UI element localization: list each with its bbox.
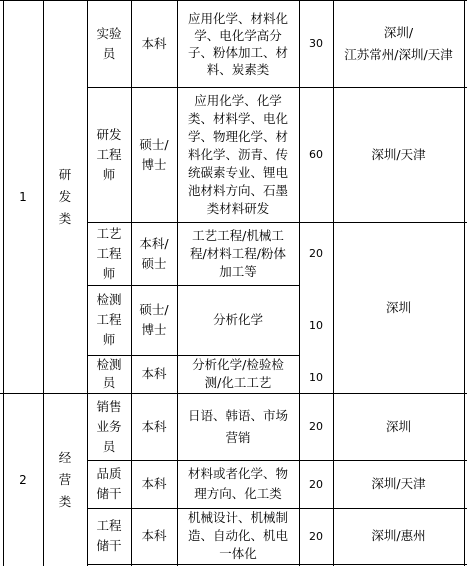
education-label: 硕士/ 博士 [139, 302, 169, 337]
count-label: 20 [309, 477, 323, 491]
major-label: 机械设计、机械制 造、自动化、机电 一体化 [187, 510, 288, 561]
position-cell [87, 222, 131, 285]
count-label: 10 [309, 318, 323, 332]
location-cell [333, 460, 464, 508]
location-label: 深圳/惠州 [371, 528, 426, 543]
major-label: 应用化学、材料化 学、电化学高分 子、粉体加工、材 料、炭素类 [187, 10, 288, 77]
location-label: 深圳/ 江苏常州/深圳/天津 [344, 24, 453, 62]
major-cell [177, 285, 299, 355]
position-cell [87, 355, 131, 393]
count-label: 20 [309, 420, 323, 433]
category-cell [43, 393, 87, 566]
location-label: 深圳 [385, 418, 411, 434]
row-divider [87, 564, 467, 565]
position-label: 销售 业务 员 [96, 398, 122, 454]
major-cell [177, 87, 299, 222]
count-cell [299, 393, 333, 460]
location-cell-merged [333, 222, 464, 393]
count-cell [299, 87, 333, 222]
position-label: 研发 工程 师 [96, 126, 122, 182]
education-label: 本科/ 硕士 [139, 235, 169, 271]
education-cell [131, 87, 177, 222]
position-label: 检测 员 [96, 357, 122, 390]
major-cell [177, 0, 299, 87]
education-label: 本科 [141, 418, 167, 434]
group-number-cell [3, 0, 43, 393]
education-cell [131, 222, 177, 285]
location-cell [333, 508, 464, 564]
location-label: 深圳 [385, 299, 411, 315]
count-cell [299, 355, 333, 393]
location-label: 深圳/天津 [371, 146, 426, 162]
position-label: 品质 储干 [96, 466, 122, 501]
count-cell [299, 0, 333, 87]
location-cell [333, 0, 464, 87]
position-label: 工艺 工程 师 [96, 225, 122, 281]
major-label: 应用化学、化学 类、材料学、电化 学、物理化学、材 料化学、沥青、传 统碳素专业、锂电 池材料方向、石墨 类材料研发 [187, 92, 288, 216]
education-label: 硕士/ 博士 [139, 136, 169, 172]
position-label: 工程 储干 [96, 518, 122, 553]
education-label: 本科 [141, 366, 167, 381]
position-label: 实验 员 [96, 25, 122, 61]
count-label: 20 [309, 529, 323, 543]
count-cell [299, 460, 333, 508]
position-cell [87, 393, 131, 460]
education-cell [131, 508, 177, 564]
education-label: 本科 [141, 35, 167, 51]
count-label: 20 [309, 247, 323, 260]
count-label: 30 [309, 37, 323, 50]
table-border-right [464, 0, 465, 566]
position-cell [87, 87, 131, 222]
count-cell [299, 285, 333, 355]
count-label: 60 [309, 148, 323, 161]
group-number: 2 [19, 472, 27, 487]
position-cell [87, 285, 131, 355]
major-cell [177, 355, 299, 393]
major-cell [177, 222, 299, 285]
major-cell [177, 508, 299, 564]
major-label: 分析化学 [212, 312, 263, 327]
group-number: 1 [19, 189, 27, 204]
group-number-cell [3, 393, 43, 566]
category-label: 研 发 类 [58, 166, 72, 226]
count-cell [299, 222, 333, 285]
major-cell [177, 393, 299, 460]
major-label: 工艺工程/机械工 程/材料工程/粉体 加工等 [190, 227, 286, 279]
major-label: 材料或者化学、物 理方向、化工类 [187, 466, 288, 501]
education-label: 本科 [141, 476, 167, 491]
education-cell [131, 0, 177, 87]
education-label: 本科 [141, 528, 167, 543]
position-cell [87, 508, 131, 564]
position-cell [87, 460, 131, 508]
count-cell [299, 508, 333, 564]
major-cell [177, 460, 299, 508]
education-cell [131, 393, 177, 460]
position-cell [87, 0, 131, 87]
major-label: 日语、韩语、市场 营销 [187, 407, 288, 445]
location-cell [333, 393, 464, 460]
category-label: 经 营 类 [58, 449, 72, 509]
education-cell [131, 285, 177, 355]
location-label: 深圳/天津 [371, 476, 426, 491]
major-label: 分析化学/检验检 测/化工工艺 [192, 357, 284, 390]
category-cell [43, 0, 87, 393]
position-label: 检测 工程 师 [96, 292, 122, 347]
education-cell [131, 460, 177, 508]
count-label: 10 [309, 370, 323, 384]
education-cell [131, 355, 177, 393]
location-cell [333, 87, 464, 222]
